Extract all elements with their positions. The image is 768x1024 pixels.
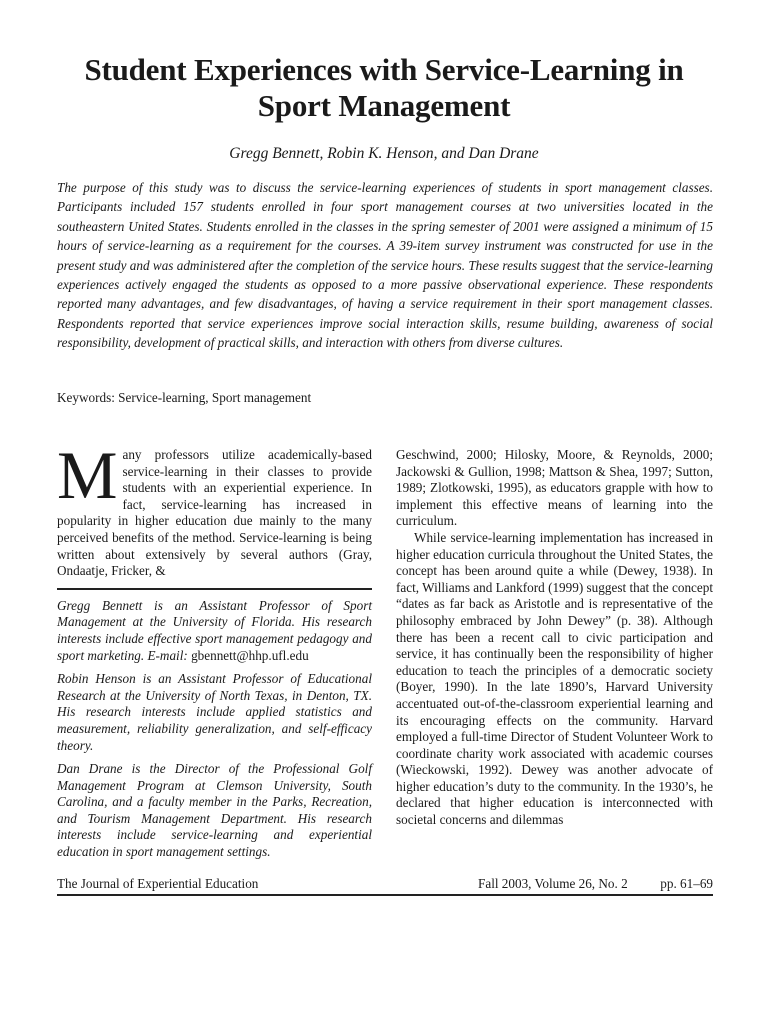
journal-name: The Journal of Experiential Education (57, 876, 259, 891)
article-title (40, 52, 728, 124)
issue-info: Fall 2003, Volume 26, No. 2 (478, 876, 628, 891)
intro-paragraph (57, 437, 372, 580)
title-line-2: Sport Management (257, 88, 511, 123)
author-list: Gregg Bennett, Robin K. Henson, and Dan Drane (229, 145, 539, 162)
right-column (396, 447, 713, 829)
page-range: pp. 61–69 (660, 876, 713, 891)
footnote-bennett-text: Gregg Bennett is an Assistant Professor of Sport Management at the University of Florida. His research interests include effective sport management pedagogy and sport marketing. E-mail: (57, 597, 372, 663)
abstract: The purpose of this study was to discuss the service-learning experiences of students in sport management classes. Participants included 157 students enrolled in four sport management courses at two universities located in the southeastern United States. Students enrolled in the classes in the spring semester of 2001 were assigned a minimum of 15 hours of service-learning as a requirement for the courses. A 39-item survey instrument was constructed for use in the present study and was administered after the completion of the service hours. These results suggest that the service-learning experiences actively engaged the students as opposed to a more passive observational experience. These respondents reported many advantages, and few disadvantages, of having a service requirement in their sport management classes. Respondents reported that service experiences improve social interaction skills, resume building, awareness of social responsibility, development of practical skills, and interaction with others from diverse cultures. (57, 180, 713, 351)
footnote-drane: Dan Drane is the Director of the Professional Golf Management Program at Clemson University, South Carolina, and a faculty member in the Parks, Recreation, and Tourism Management Department. His research interests include service-learning and experiential education in sport management settings. (57, 761, 372, 860)
footnote-henson: Robin Henson is an Assistant Professor of Educational Research at the University of North Texas, in Denton, TX. His research interests include applied statistics and measurement, reliability generalization, and self-efficacy theory. (57, 671, 372, 753)
left-column (57, 437, 372, 868)
title-line-1: Student Experiences with Service-Learning in (84, 52, 684, 87)
body-paragraph-2: While service-learning implementation has increased in higher education curricula throughout the United States, the concept has been around quite a while (Dewey, 1938). In fact, Williams and Lankford (1999) suggest that the concept “dates as far back as Aristotle and is representative of the philosophy embraced by John Dewey” (p. 38). Although there has been a recent call to civic participation and service, it has continually been the responsibility of higher education to teach the principles of a democratic society (Boyer, 1990). In the late 1890’s, Harvard University accentuated out-of-the-classroom experiential learning and its encouraging effects on the community. Harvard employed a full-time Director of Student Volunteer Work to coordinate charity work associated with academic courses (Wieckowski, 1992). Dewey was another advocate of higher education’s duty to the community. In the 1930’s, he declared that higher education is interconnected with societal concerns and dilemmas (396, 529, 713, 828)
footnote-divider (57, 588, 372, 590)
footnote-bennett (57, 598, 372, 664)
email-link[interactable]: gbennett@hhp.ufl.edu (191, 647, 309, 663)
footer-rule (57, 894, 713, 896)
body-paragraph-1: Geschwind, 2000; Hilosky, Moore, & Reynolds, 2000; Jackowski & Gullion, 1998; Mattson & Shea, 1997; Sutton, 1989; Zlotkowski, 1995), as educators grapple with how to implement this effective means of learning into the curriculum. (396, 447, 713, 529)
intro-text: any professors utilize academically-based service-learning in their classes to provide students with an experiential experience. In fact, service-learning has increased in popularity in higher education due mainly to the many perceived benefits of the method. Service-learning is being written about extensively by several authors (Gray, Ondaatje, Fricker, & (57, 447, 372, 579)
keywords: Keywords: Service-learning, Sport management (57, 390, 312, 405)
drop-cap: M (57, 437, 118, 513)
